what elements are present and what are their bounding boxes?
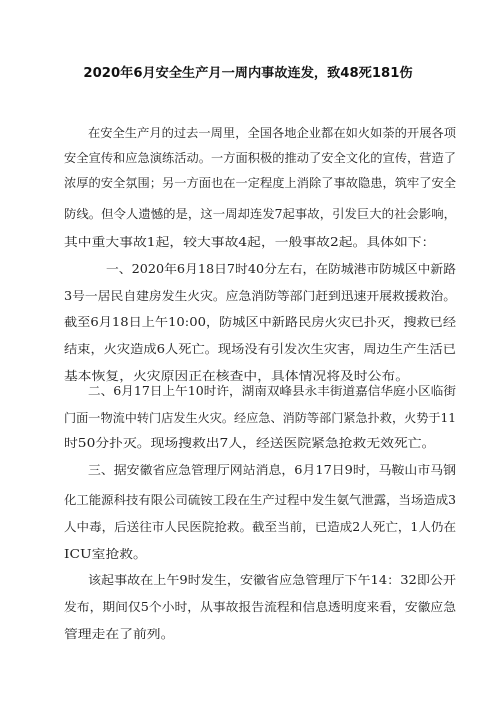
paragraph-line: 其中重大事故1起，较大事故4起，一般事故2起。具体如下： — [64, 235, 436, 249]
paragraph-line: 3号一居民自建房发生火灾。应急消防等部门赶到迅速开展救援救治。 — [64, 289, 456, 303]
paragraph-line: 化工能源科技有限公司硫铵工段在生产过程中发生氨气泄露，当场造成3 — [64, 493, 456, 507]
paragraph-line: 二、6月17日上午10时许，湖南双峰县永丰街道嘉信华庭小区临街 — [88, 384, 456, 398]
document-title: 2020年6月安全生产月一周内事故连发，致48死181伤 — [83, 66, 413, 81]
paragraph-line: 时50分扑灭。现场搜救出7人，经送医院紧急抢救无效死亡。 — [64, 436, 436, 450]
paragraph-line: 截至6月18日上午10:00，防城区中新路民房火灾已扑灭，搜救已经 — [64, 315, 456, 329]
paragraph-line: 浓厚的安全氛围；另一方面也在一定程度上消除了事故隐患，筑牢了安全 — [64, 176, 456, 190]
paragraph-line: 人中毒，后送往市人民医院抢救。截至当前，已造成2人死亡，1人仍在 — [64, 520, 456, 534]
paragraph-line: 安全宣传和应急演练活动。一方面积极的推动了安全文化的宣传，营造了 — [64, 151, 456, 165]
paragraph-line: 一、2020年6月18日7时40分左右，在防城港市防城区中新路 — [106, 262, 456, 276]
paragraph-line: 该起事故在上午9时发生，安徽省应急管理厅下午14：32即公开 — [88, 573, 456, 587]
paragraph-line: 防线。但令人遗憾的是，这一周却连发7起事故，引发巨大的社会影响， — [64, 207, 456, 221]
paragraph-line: 发布，期间仅5个小时，从事故报告流程和信息透明度来看，安徽应急 — [64, 600, 456, 614]
paragraph-line: 结束，火灾造成6人死亡。现场没有引发次生灾害，周边生产生活已 — [64, 342, 456, 356]
paragraph-line: 三、据安徽省应急管理厅网站消息，6月17日9时，马鞍山市马钢 — [88, 463, 456, 477]
paragraph-line: 基本恢复，火灾原因正在核查中，具体情况将及时公布。 — [64, 369, 410, 383]
paragraph-line: 在安全生产月的过去一周里，全国各地企业都在如火如荼的开展各项 — [88, 126, 456, 140]
paragraph-line: 门面一物流中转门店发生火灾。经应急、消防等部门紧急扑救，火势于11 — [64, 411, 456, 425]
paragraph-line: 管理走在了前列。 — [64, 627, 175, 641]
paragraph-line: ICU室抢救。 — [64, 547, 147, 561]
